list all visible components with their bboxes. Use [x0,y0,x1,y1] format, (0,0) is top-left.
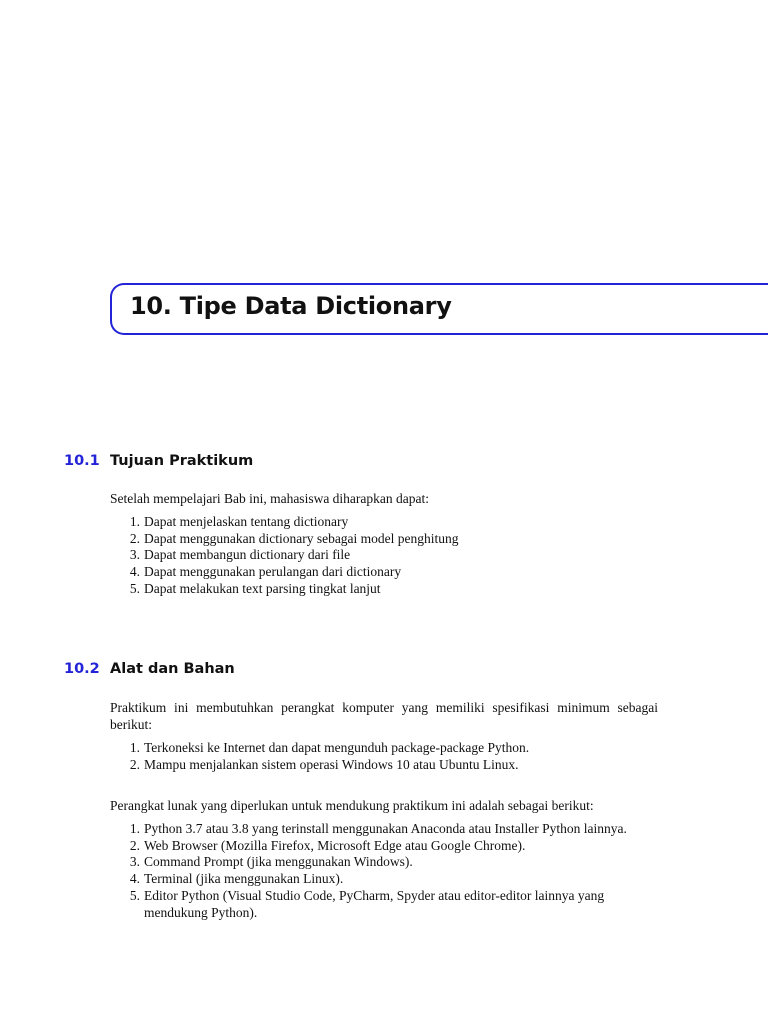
section-title: Alat dan Bahan [110,661,235,677]
list-item-text: Web Browser (Mozilla Firefox, Microsoft Edge atau Google Chrome). [144,837,526,853]
list-item-text: Dapat menggunakan dictionary sebagai model penghitung [144,530,459,546]
list-item [110,888,662,921]
section-title: Tujuan Praktikum [110,453,254,469]
software-intro: Perangkat lunak yang diperlukan untuk mendukung praktikum ini adalah sebagai berikut: [110,798,594,813]
list-item-number: 1. [129,740,140,755]
list-item-text: Editor Python (Visual Studio Code, PyCharm, Spyder atau editor-editor lainnya yang mendukung Python). [144,887,605,920]
list-item [110,854,662,871]
list-item-text: Dapat membangun dictionary dari file [144,547,351,563]
list-item-number: 4. [129,564,140,580]
list-item-text: Mampu menjalankan sistem operasi Windows 10 atau Ubuntu Linux. [144,756,519,772]
list-item-number: 3. [129,854,140,870]
list-item-text: Command Prompt (jika menggunakan Windows). [144,854,413,870]
list-item [110,547,662,564]
software-requirements-list [110,821,662,921]
list-item-number: 2. [129,530,140,546]
list-item-text: Terminal (jika menggunakan Linux). [144,871,344,887]
chapter-title-box [110,283,768,335]
objectives-list [110,514,662,598]
section-heading-10-1 [64,453,253,469]
list-item [110,514,662,531]
list-item-number: 1. [129,821,140,836]
section-number: 10.1 [64,453,100,469]
list-item [110,581,662,598]
list-item-text: Dapat menggunakan perulangan dari dictionary [144,564,402,580]
list-item-number: 2. [129,837,140,853]
list-item-number: 4. [129,871,140,887]
section-heading-10-2 [64,661,235,677]
section-intro: Praktikum ini membutuhkan perangkat komputer yang memiliki spesifikasi minimum sebagai berikut: [110,700,658,732]
list-item-number: 3. [129,547,140,563]
list-item-number: 5. [129,580,140,596]
list-item-text: Dapat melakukan text parsing tingkat lanjut [144,580,381,596]
list-item-number: 5. [129,887,140,903]
list-item [110,838,662,855]
list-item [110,757,662,774]
list-item [110,821,662,838]
hardware-requirements-list [110,740,662,773]
list-item [110,740,662,757]
chapter-title: 10. Tipe Data Dictionary [130,292,452,320]
list-item-number: 2. [129,756,140,772]
list-item-text: Dapat menjelaskan tentang dictionary [144,514,349,529]
list-item-number: 1. [129,514,140,529]
list-item [110,564,662,581]
list-item-text: Terkoneksi ke Internet dan dapat mengunduh package-package Python. [144,740,530,755]
list-item [110,871,662,888]
section-intro: Setelah mempelajari Bab ini, mahasiswa diharapkan dapat: [110,491,430,506]
list-item [110,531,662,548]
section-number: 10.2 [64,661,100,677]
list-item-text: Python 3.7 atau 3.8 yang terinstall menggunakan Anaconda atau Installer Python lainnya. [144,821,627,836]
